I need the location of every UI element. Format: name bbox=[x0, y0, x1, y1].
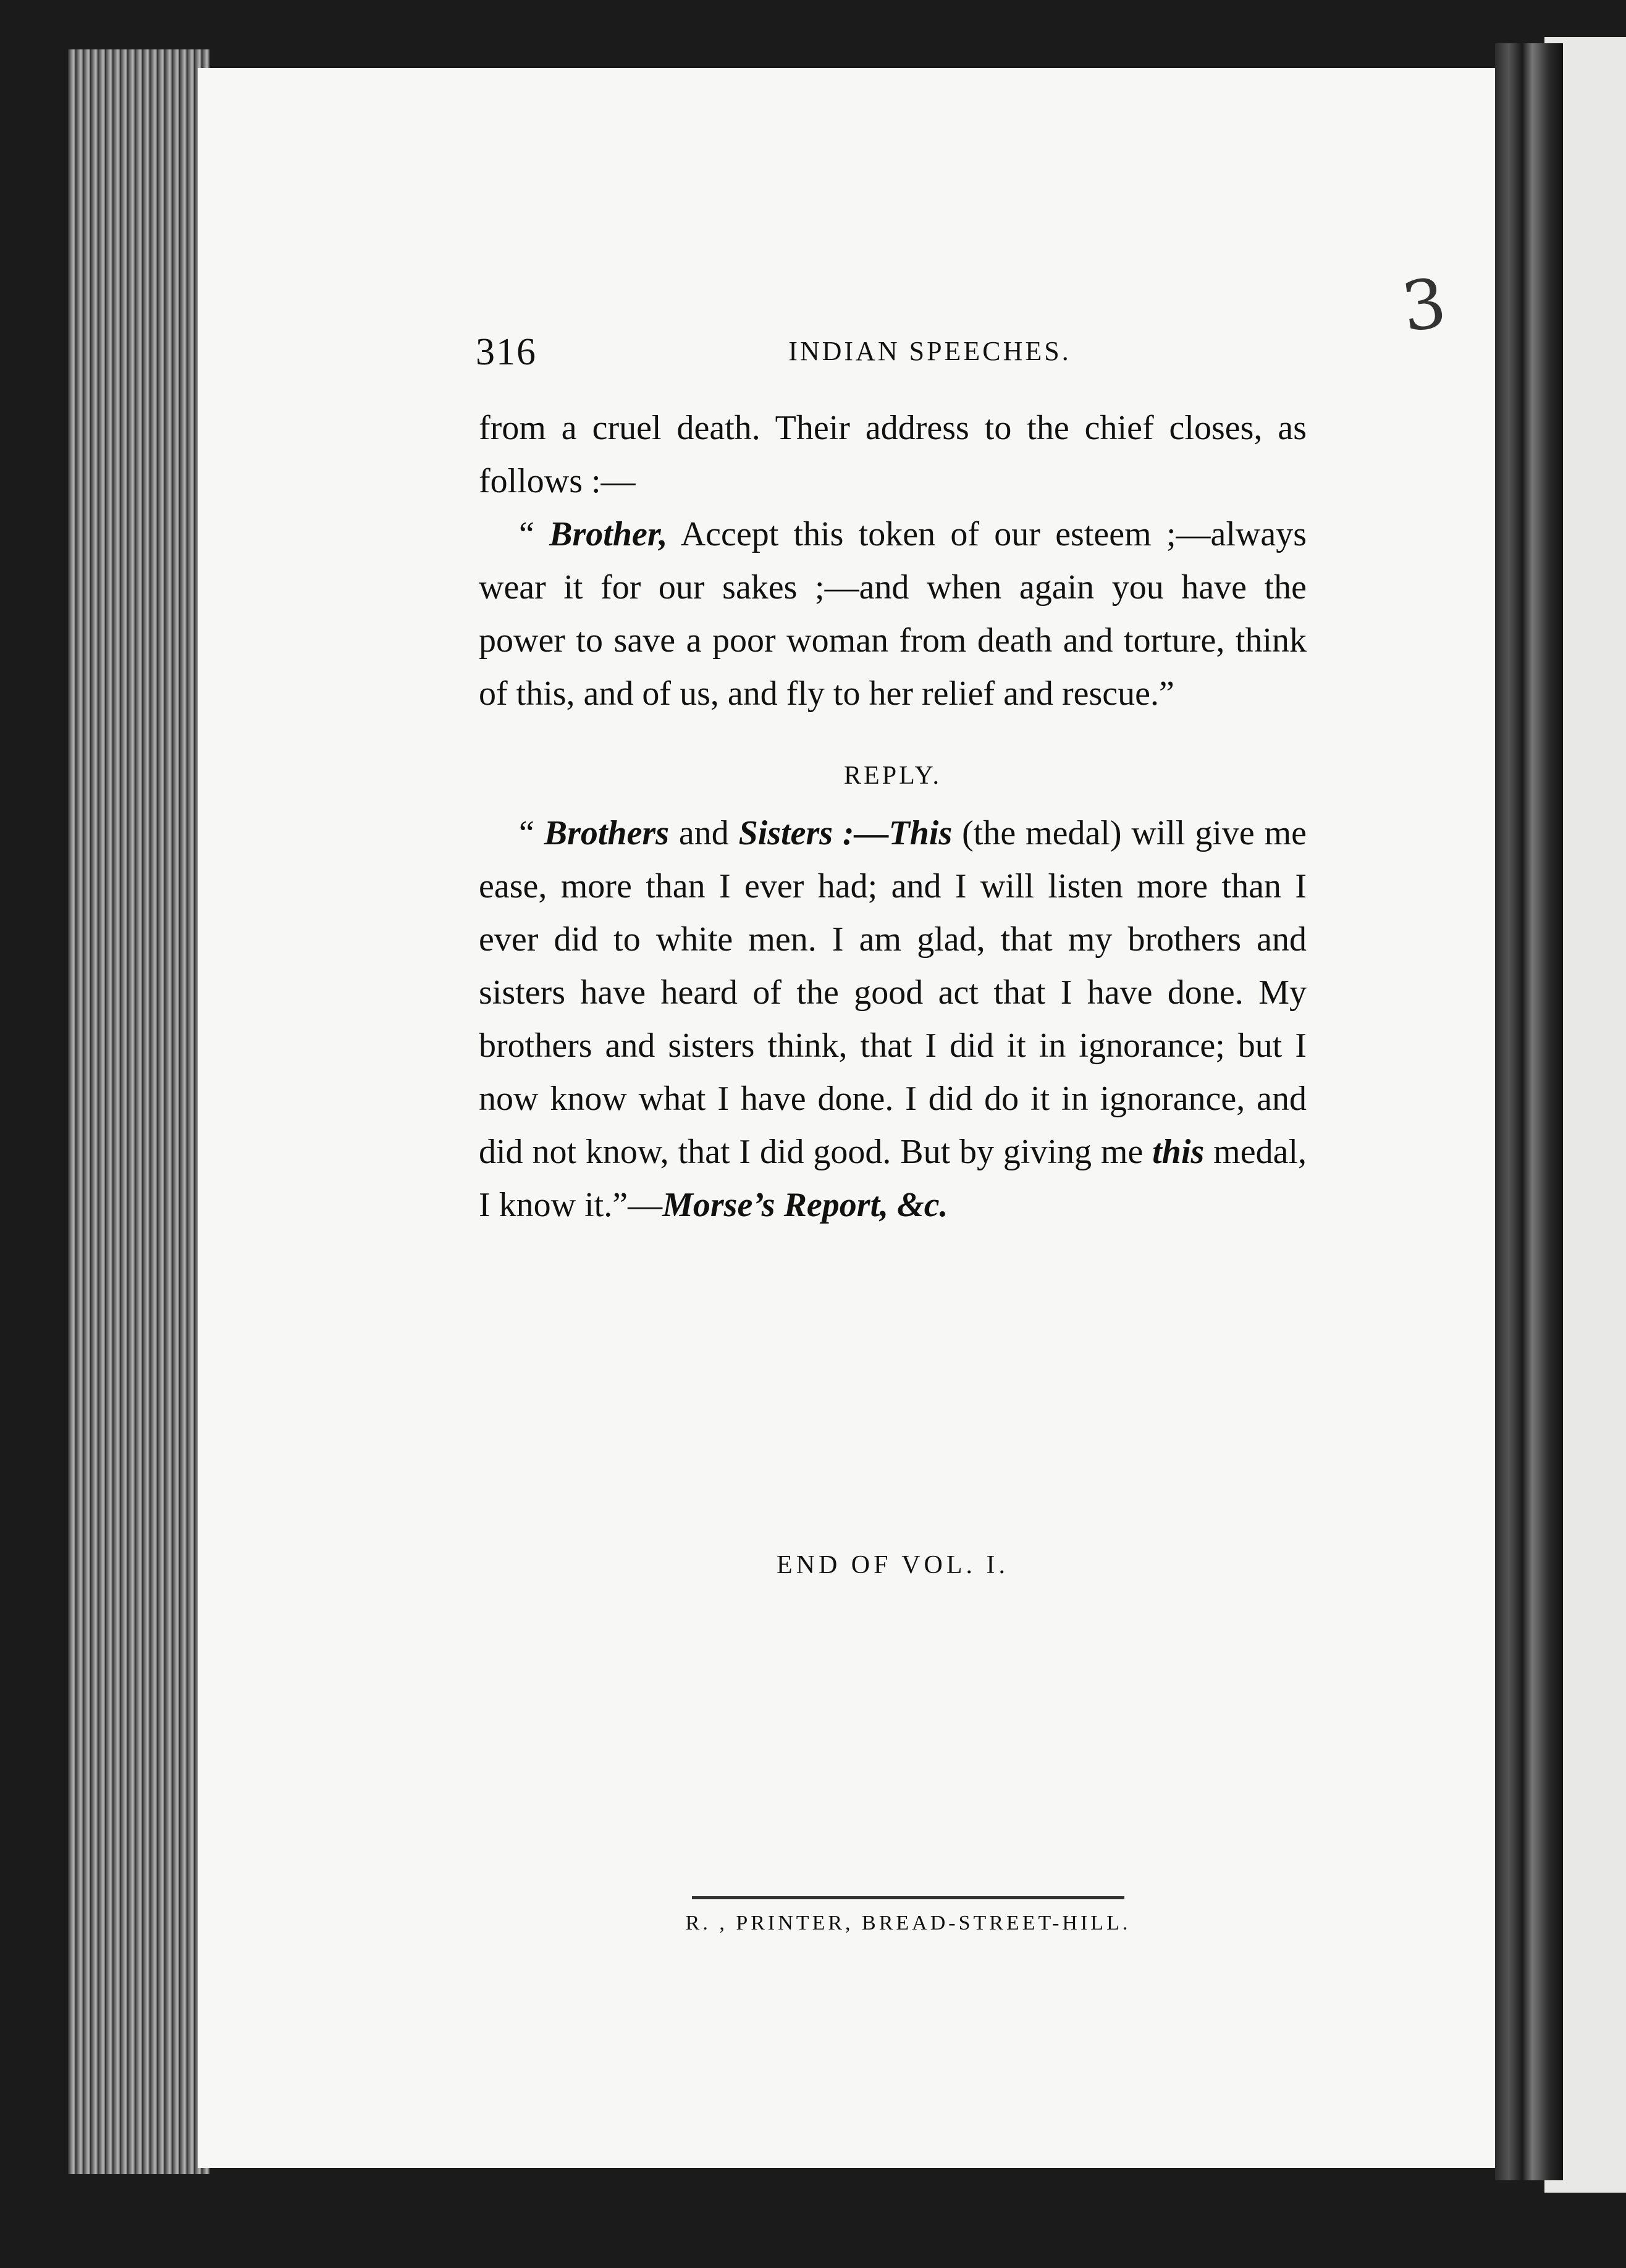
book-page-edges bbox=[68, 49, 210, 2174]
body-text bbox=[479, 401, 1307, 1232]
printer-imprint: R. , PRINTER, BREAD-STREET-HILL. bbox=[685, 1912, 1131, 1934]
address-text: Accept this token of our esteem ;—always wear it for our sakes ;—and when again you have the power to save a poor woman from death and torture, think of this, and of us, and fly to her relief and rescue.” bbox=[479, 515, 1307, 713]
reply-text-1: and bbox=[669, 814, 739, 852]
paragraph-address bbox=[479, 508, 1307, 720]
salutation-brother: Brother, bbox=[549, 515, 668, 553]
end-of-volume: END OF VOL. I. bbox=[776, 1551, 1009, 1579]
running-head bbox=[476, 330, 1310, 380]
word-brothers: Brothers bbox=[544, 814, 670, 852]
running-head-title: INDIAN SPEECHES. bbox=[788, 336, 1071, 366]
open-quote: “ bbox=[519, 515, 550, 553]
printer-rule bbox=[692, 1896, 1124, 1899]
page-number: 316 bbox=[476, 331, 537, 373]
reply-text-3: medal, I know it.”— bbox=[479, 1133, 1307, 1224]
paragraph-reply bbox=[479, 807, 1307, 1232]
open-quote-reply: “ bbox=[519, 814, 544, 852]
margin-pencil-note: 3 bbox=[1397, 262, 1451, 348]
book-gutter bbox=[1495, 43, 1563, 2180]
reply-text-2: (the medal) will give me ease, more than I ever had; and I will listen more than I ever did to white men. I am glad, that my brothers and sisters have heard of the good act that I have done. My brothers and sisters think, that I did it in ignorance; but I now know what I have done. I did do it in ignorance, and did not know, that I did good. But by giving me bbox=[479, 814, 1307, 1171]
source-citation: Morse’s Report, &c. bbox=[662, 1186, 948, 1224]
paragraph-1: from a cruel death. Their address to the chief closes, as follows :— bbox=[479, 409, 1307, 500]
reply-heading: REPLY. bbox=[844, 762, 941, 790]
word-sisters-this: Sisters :—This bbox=[738, 814, 953, 852]
word-this: this bbox=[1152, 1133, 1205, 1171]
